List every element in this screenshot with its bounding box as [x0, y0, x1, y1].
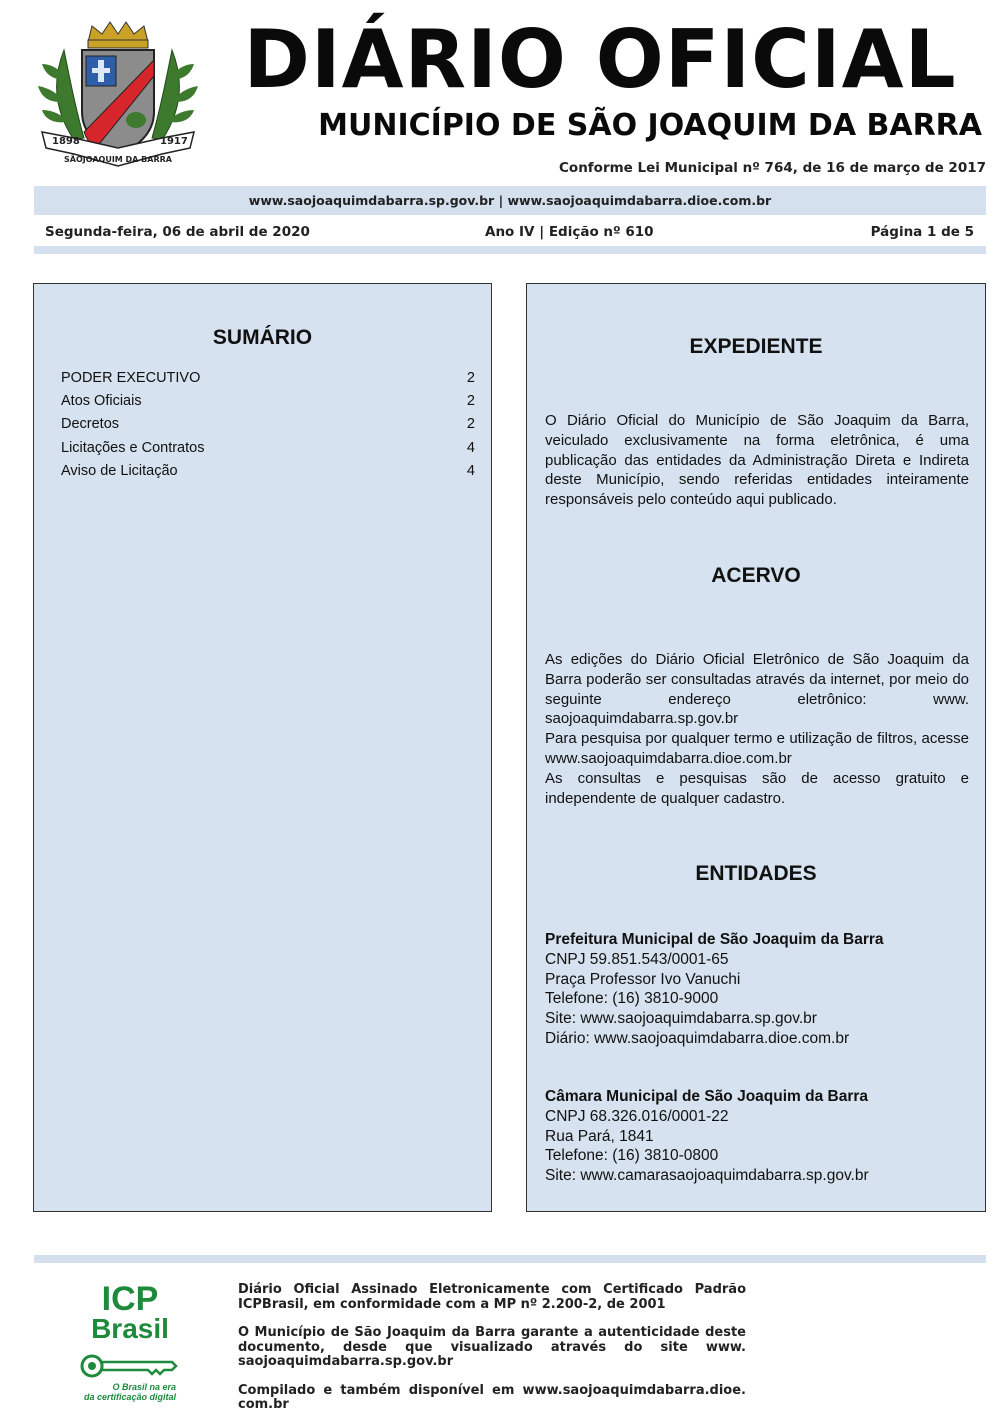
entity-address: Praça Professor Ivo Vanuchi: [545, 970, 741, 988]
toc-item-label: Decretos: [61, 416, 120, 433]
acervo-paragraph-1: As edições do Diário Oficial Eletrônico de São Joaquim da Barra poderão ser consultadas através da internet, por meio do seguinte endereço eletrônico: www. saojoaquimdabarra.sp.gov.br: [545, 651, 969, 728]
icp-tagline-2: da certificação digital: [83, 1392, 176, 1402]
entity-cnpj: CNPJ 68.326.016/0001-22: [545, 1107, 729, 1125]
entity-site: Site: www.saojoaquimdabarra.sp.gov.br: [545, 1010, 817, 1028]
publication-date: Segunda-feira, 06 de abril de 2020: [45, 224, 310, 240]
page-title: DIÁRIO OFICIAL: [243, 13, 957, 106]
icp-tagline-1: O Brasil na era: [112, 1382, 176, 1392]
crest-year-left: 1898: [52, 136, 80, 147]
footer-divider: [34, 1255, 986, 1263]
acervo-paragraph-2: Para pesquisa por qualquer termo e utilização de filtros, acesse www.saojoaquimdabarra.dioe.com.br: [545, 730, 969, 767]
acervo-paragraph-3: As consultas e pesquisas são de acesso gratuito e independente de qualquer cadastro.: [545, 769, 969, 807]
toc-item-page: 2: [466, 393, 475, 410]
toc-item-label: Aviso de Licitação: [61, 462, 178, 479]
acervo-text: [545, 650, 969, 808]
toc-item-poder-executivo[interactable]: [61, 370, 475, 393]
edition-number: Ano IV | Edição nº 610: [485, 224, 654, 240]
entity-site: Site: www.camarasaojoaquimdabarra.sp.gov.br: [545, 1167, 869, 1185]
entity-camara: [545, 1087, 975, 1186]
toc-item-page: 4: [466, 439, 475, 456]
entity-name: Prefeitura Municipal de São Joaquim da Barra: [545, 931, 884, 948]
municipality-subtitle: MUNICÍPIO DE SÃO JOAQUIM DA BARRA: [318, 108, 982, 143]
footer-paragraph-3: Compilado e também disponível em www.saojoaquimdabarra.dioe. com.br: [238, 1382, 746, 1412]
entity-address: Rua Pará, 1841: [545, 1127, 654, 1145]
crest-year-right: 1917: [160, 136, 188, 147]
expediente-text: [545, 411, 969, 510]
toc-item-label: Atos Oficiais: [61, 393, 142, 410]
crest-banner-text: SÃOJOAQUIM DA BARRA: [64, 155, 172, 164]
summary-title: SUMÁRIO: [212, 326, 313, 349]
law-reference: Conforme Lei Municipal nº 764, de 16 de março de 2017: [559, 160, 986, 176]
entity-phone: Telefone: (16) 3810-0800: [545, 1147, 719, 1165]
edition-info-row: [34, 218, 986, 246]
icp-brasil-logo: [80, 1280, 180, 1404]
entity-cnpj: CNPJ 59.851.543/0001-65: [545, 950, 729, 968]
entity-diario: Diário: www.saojoaquimdabarra.dioe.com.br: [545, 1029, 850, 1047]
website-links: www.saojoaquimdabarra.sp.gov.br | www.saojoaquimdabarra.dioe.com.br: [34, 186, 986, 215]
acervo-title: ACERVO: [711, 564, 801, 587]
icp-logo-line2: Brasil: [91, 1313, 169, 1344]
toc-item-page: 2: [466, 416, 475, 433]
page-number: Página 1 de 5: [870, 224, 974, 240]
toc-item-label: PODER EXECUTIVO: [61, 370, 201, 386]
footer-certification-text: [238, 1283, 746, 1427]
footer-paragraph-1: Diário Oficial Assinado Eletronicamente com Certificado Padrão ICPBrasil, em conformidade com a MP nº 2.200-2, de 2001: [238, 1282, 746, 1312]
key-icon: [82, 1356, 176, 1376]
toc-item-atos-oficiais[interactable]: [61, 393, 475, 416]
municipal-coat-of-arms: [34, 20, 202, 180]
toc-item-aviso-licitacao[interactable]: [61, 463, 475, 486]
masthead: [0, 0, 1000, 260]
info-panel: [526, 283, 986, 1212]
expediente-title: EXPEDIENTE: [689, 335, 823, 358]
header-divider: [34, 246, 986, 254]
toc-item-decretos[interactable]: [61, 416, 475, 439]
icp-logo-line1: ICP: [101, 1280, 159, 1318]
toc-item-page: 4: [466, 462, 475, 479]
entidades-title: ENTIDADES: [695, 862, 817, 885]
toc-item-licitacoes-contratos[interactable]: [61, 440, 475, 463]
entity-name: Câmara Municipal de São Joaquim da Barra: [545, 1088, 869, 1105]
toc-item-label: Licitações e Contratos: [61, 439, 205, 456]
entity-phone: Telefone: (16) 3810-9000: [545, 990, 719, 1008]
table-of-contents: [61, 370, 475, 486]
footer-paragraph-2: O Município de São Joaquim da Barra garante a autenticidade deste documento, desde que visualizado através do site www. saojoaquimdabarra.sp.gov.br: [238, 1325, 746, 1369]
entity-prefeitura: [545, 930, 975, 1049]
expediente-paragraph: O Diário Oficial do Município de São Joaquim da Barra, veiculado exclusivamente na forma eletrônica, é uma publicação das entidades da Administração Direta e Indireta deste Município, sendo referidas entidades inteiramente responsáveis pelo conteúdo aqui publicado.: [545, 412, 969, 509]
toc-item-page: 2: [466, 370, 475, 386]
summary-panel: [33, 283, 492, 1212]
